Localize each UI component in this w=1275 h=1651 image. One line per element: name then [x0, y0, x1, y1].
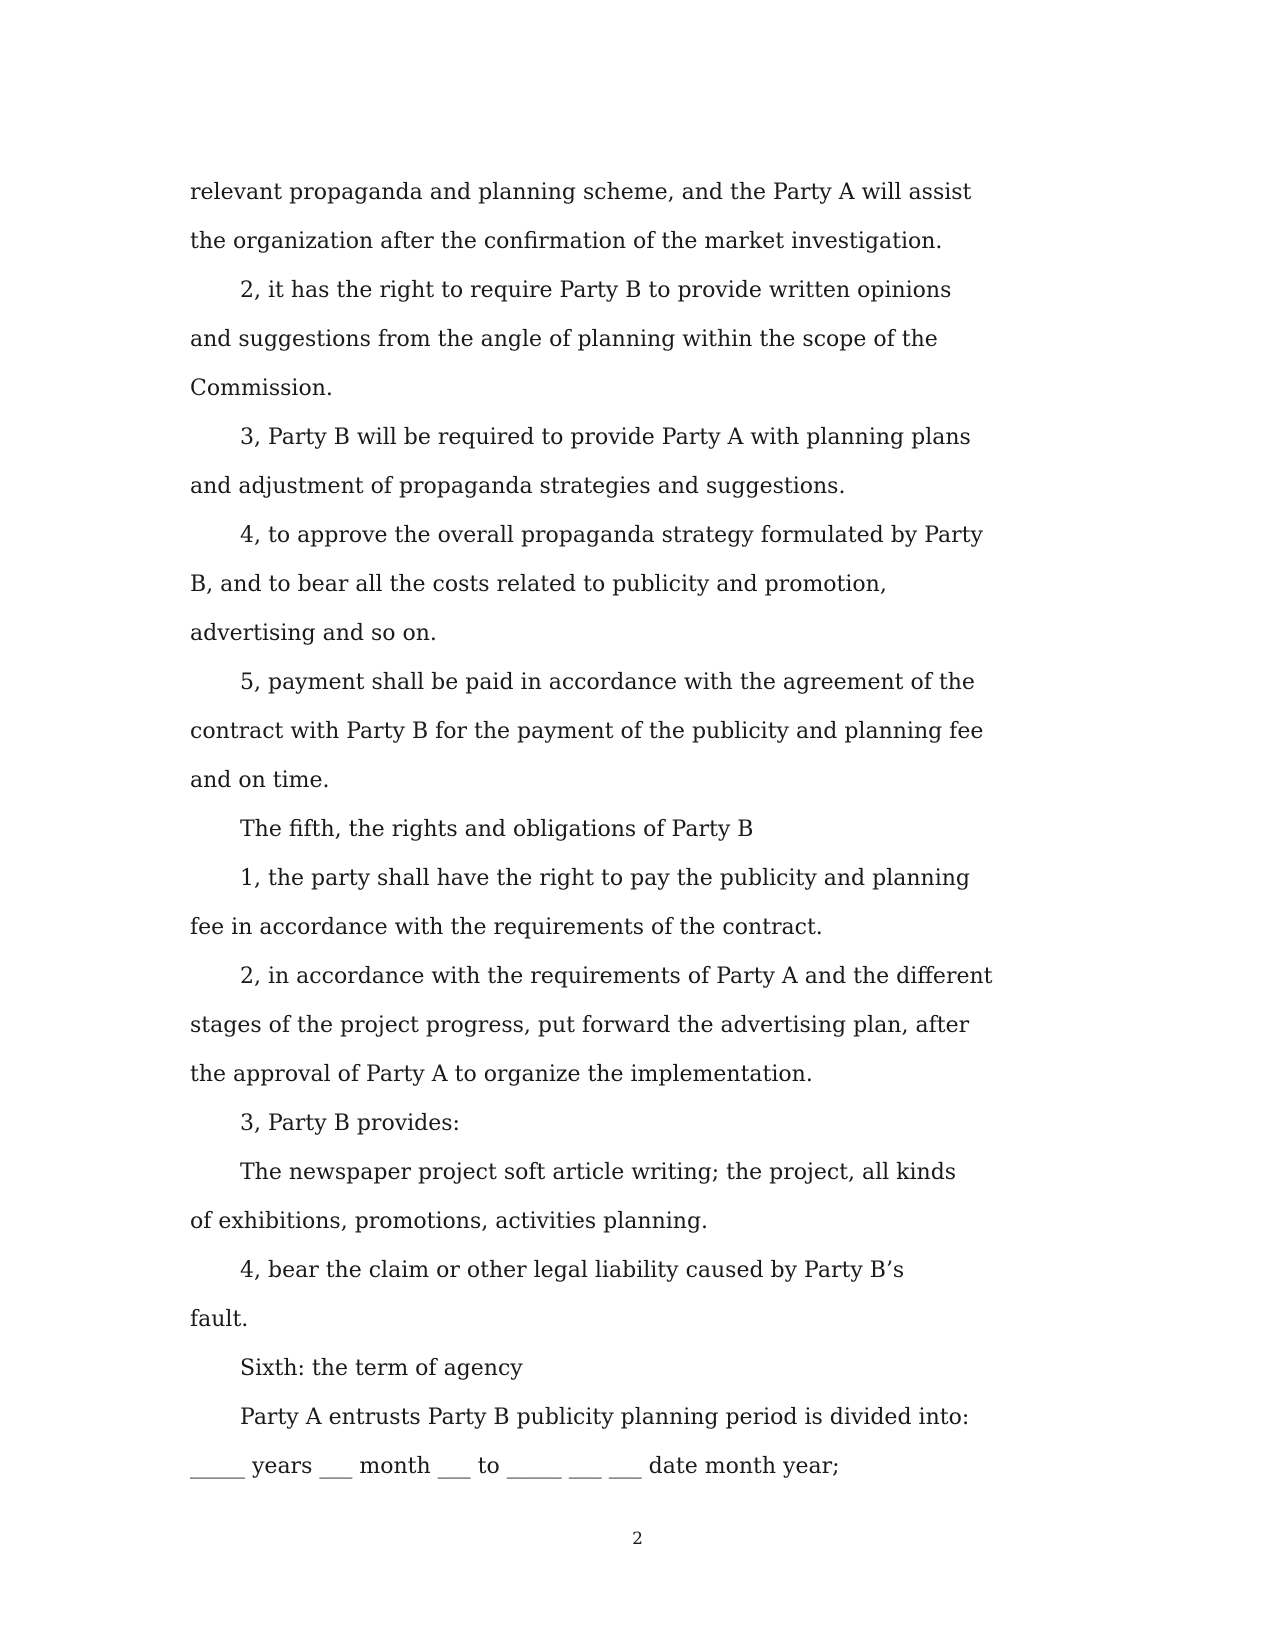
document-body — [190, 168, 1090, 1491]
text-line: Commission. — [190, 376, 333, 401]
text-line: 3, Party B provides: — [240, 1111, 460, 1136]
text-line: the organization after the confirmation of the market investigation. — [190, 229, 943, 254]
text-line: and on time. — [190, 768, 330, 793]
text-line: and suggestions from the angle of planning within the scope of the — [190, 327, 938, 352]
text-line: the approval of Party A to organize the implementation. — [190, 1062, 813, 1087]
text-line: 1, the party shall have the right to pay the publicity and planning — [240, 866, 970, 891]
text-line: 4, bear the claim or other legal liability caused by Party B’s — [240, 1258, 905, 1283]
text-line: fee in accordance with the requirements of the contract. — [190, 915, 823, 940]
text-line: contract with Party B for the payment of the publicity and planning fee — [190, 719, 984, 744]
fill-in-blank-line: _____ years ___ month ___ to _____ ___ ___ date month year; — [190, 1454, 840, 1479]
text-line: The newspaper project soft article writing; the project, all kinds — [240, 1160, 957, 1185]
text-line: 5, payment shall be paid in accordance with the agreement of the — [240, 670, 975, 695]
text-line: 2, it has the right to require Party B to provide written opinions — [240, 278, 952, 303]
text-line: B, and to bear all the costs related to publicity and promotion, — [190, 572, 887, 597]
text-line: 3, Party B will be required to provide Party A with planning plans — [240, 425, 971, 450]
section-heading: Sixth: the term of agency — [240, 1356, 523, 1381]
text-line: relevant propaganda and planning scheme, and the Party A will assist — [190, 180, 972, 205]
text-line: of exhibitions, promotions, activities planning. — [190, 1209, 709, 1234]
text-line: Party A entrusts Party B publicity planning period is divided into: — [240, 1405, 970, 1430]
text-line: advertising and so on. — [190, 621, 437, 646]
page-number: 2 — [632, 1529, 643, 1549]
text-line: fault. — [190, 1307, 249, 1332]
text-line: and adjustment of propaganda strategies and suggestions. — [190, 474, 846, 499]
text-line: 2, in accordance with the requirements of Party A and the different — [240, 964, 993, 989]
text-line: stages of the project progress, put forward the advertising plan, after — [190, 1013, 970, 1038]
text-line: 4, to approve the overall propaganda strategy formulated by Party — [240, 523, 983, 548]
section-heading: The fifth, the rights and obligations of Party B — [240, 817, 754, 842]
